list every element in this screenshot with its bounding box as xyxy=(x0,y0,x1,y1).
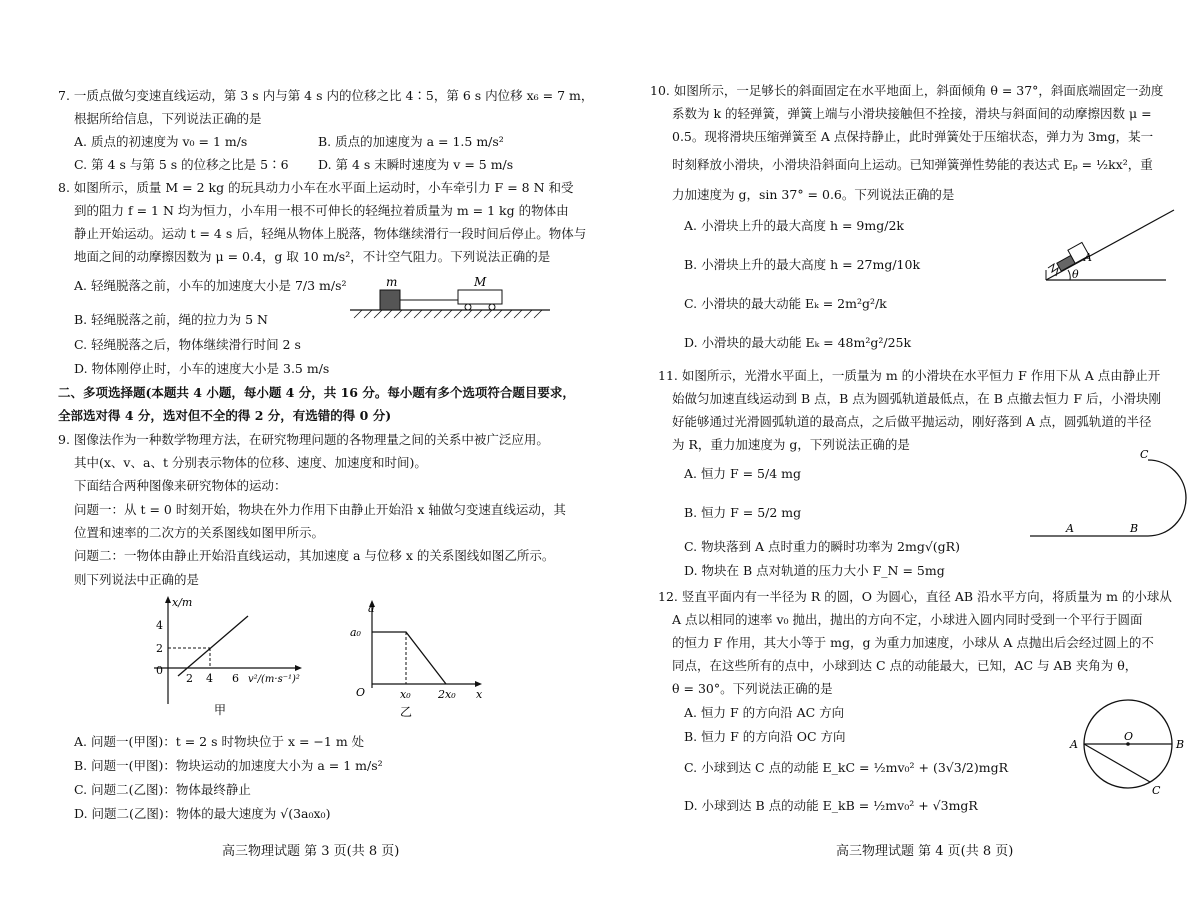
q10-option-d: D. 小滑块的最大动能 Eₖ = 48m²g²/25k xyxy=(684,335,912,350)
q10-stem-2: 系数为 k 的轻弹簧，弹簧上端与小滑块接触但不拴接，滑块与斜面间的动摩擦因数 μ = xyxy=(672,106,1152,121)
section-2-title-1: 二、多项选择题(本题共 4 小题，每小题 4 分，共 16 分。每小题有多个选项符合题目要求， xyxy=(58,385,575,400)
incline-label-theta: θ xyxy=(1072,268,1079,281)
track-label-B: B xyxy=(1130,522,1139,535)
car-M xyxy=(458,290,502,304)
page-4 xyxy=(600,0,1200,924)
q12-stem-3: 的恒力 F 作用，其大小等于 mg，g 为重力加速度，小球从 A 点抛出后会经过圆上的不 xyxy=(672,635,1154,650)
circle-label-O: O xyxy=(1124,730,1134,743)
yi-line xyxy=(372,632,446,684)
jia-ytick-4: 4 xyxy=(156,619,163,632)
q12-option-d: D. 小球到达 B 点的动能 E_kB = ½mv₀² + √3mgR xyxy=(684,798,978,813)
q9-stem-5: 位置和速率的二次方的关系图线如图甲所示。 xyxy=(74,525,325,540)
q9-stem-1: 9. 图像法作为一种数学物理方法，在研究物理问题的各物理量之间的关系中被广泛应用。 xyxy=(58,432,549,447)
q8-option-d: D. 物体刚停止时，小车的速度大小是 3.5 m/s xyxy=(74,361,330,376)
q7-option-b: B. 质点的加速度为 a = 1.5 m/s² xyxy=(318,134,504,149)
q10-option-b: B. 小滑块上升的最大高度 h = 27mg/10k xyxy=(684,257,921,272)
q11-option-d: D. 物块在 B 点对轨道的压力大小 F_N = 5mg xyxy=(684,563,945,578)
q8-stem-2: 到的阻力 f = 1 N 均为恒力，小车用一根不可伸长的轻绳拉着质量为 m = 1 kg 的物体由 xyxy=(74,203,569,218)
block-m xyxy=(380,290,400,310)
jia-ylabel: x/m xyxy=(172,596,193,609)
q9-figure-jia xyxy=(138,596,318,726)
page-4-footer: 高三物理试题 第 4 页(共 8 页) xyxy=(836,844,1014,859)
q10-stem-1: 10. 如图所示，一足够长的斜面固定在水平地面上，斜面倾角 θ = 37°，斜面底端固定一劲度 xyxy=(650,83,1164,98)
q9-stem-4: 问题一：从 t = 0 时刻开始，物块在外力作用下由静止开始沿 x 轴做匀变速直线运动，其 xyxy=(74,502,566,517)
q8-stem-1: 8. 如图所示，质量 M = 2 kg 的玩具动力小车在水平面上运动时，小车牵引力 F = 8 N 和受 xyxy=(58,180,574,195)
yi-ylabel: a xyxy=(368,602,375,615)
q7-stem-1: 7. 一质点做匀变速直线运动，第 3 s 内与第 4 s 内的位移之比 4∶5，第 6 s 内位移 x₆ = 7 m， xyxy=(58,88,594,103)
section-2-title-2: 全部选对得 4 分，选对但不全的得 2 分，有选错的得 0 分) xyxy=(58,408,392,423)
q8-option-a: A. 轻绳脱落之前，小车的加速度大小是 7/3 m/s² xyxy=(74,278,347,293)
jia-xtick-6: 6 xyxy=(232,672,239,685)
yi-caption: 乙 xyxy=(400,705,413,719)
q8-stem-4: 地面之间的动摩擦因数为 μ = 0.4，g 取 10 m/s²，不计空气阻力。下列说法正确的是 xyxy=(74,249,551,264)
q11-stem-3: 好能够通过光滑圆弧轨道的最高点，之后做平抛运动，刚好落到 A 点，圆弧轨道的半径 xyxy=(672,414,1152,429)
circle-label-B: B xyxy=(1176,738,1185,751)
q9-stem-7: 则下列说法中正确的是 xyxy=(74,572,200,587)
q8-figure-car-block xyxy=(350,272,550,322)
q12-stem-5: θ = 30°。下列说法正确的是 xyxy=(672,681,833,696)
q8-option-c: C. 轻绳脱落之后，物体继续滑行时间 2 s xyxy=(74,337,301,352)
q8-stem-3: 静止开始运动。运动 t = 4 s 后，轻绳从物体上脱落，物体继续滑行一段时间后停止。物体与 xyxy=(74,226,587,241)
q9-option-c: C. 问题二(乙图)：物体最终静止 xyxy=(74,782,251,797)
q9-stem-3: 下面结合两种图像来研究物体的运动： xyxy=(74,478,287,493)
track-label-C: C xyxy=(1140,448,1149,461)
q12-option-c: C. 小球到达 C 点的动能 E_kC = ½mv₀² + (3√3/2)mgR xyxy=(684,760,1009,775)
q8-option-b: B. 轻绳脱落之前，绳的拉力为 5 N xyxy=(74,312,268,327)
yi-origin: O xyxy=(356,686,366,699)
q11-option-a: A. 恒力 F = 5/4 mg xyxy=(684,466,801,481)
label-m: m xyxy=(386,275,398,289)
q7-stem-2: 根据所给信息，下列说法正确的是 xyxy=(74,111,262,126)
q12-stem-1: 12. 竖直平面内有一半径为 R 的圆，O 为圆心，直径 AB 沿水平方向，将质量为 m 的小球从 xyxy=(658,589,1172,604)
q10-option-c: C. 小滑块的最大动能 Eₖ = 2m²g²/k xyxy=(684,296,887,311)
chord-AC xyxy=(1084,744,1150,782)
page-3-footer: 高三物理试题 第 3 页(共 8 页) xyxy=(222,844,400,859)
circle-label-C: C xyxy=(1152,784,1161,797)
q12-stem-4: 同点，在这些所有的点中，小球到达 C 点的动能最大，已知，AC 与 AB 夹角为 θ， xyxy=(672,658,1138,673)
yi-xtick-2x0: 2x₀ xyxy=(438,688,456,701)
jia-xtick-4: 4 xyxy=(206,672,213,685)
label-M: M xyxy=(474,275,487,289)
q9-option-b: B. 问题一(甲图)：物块运动的加速度大小为 a = 1 m/s² xyxy=(74,758,383,773)
jia-xtick-2: 2 xyxy=(186,672,193,685)
yi-a0: a₀ xyxy=(350,626,361,639)
incline-label-A: A xyxy=(1084,251,1092,264)
q9-option-a: A. 问题一(甲图)：t = 2 s 时物块位于 x = −1 m 处 xyxy=(74,734,365,749)
q12-stem-2: A 点以相同的速率 v₀ 抛出，抛出的方向不定，小球进入圆内同时受到一个平行于圆面 xyxy=(672,612,1143,627)
q9-stem-2: 其中(x、v、a、t 分别表示物体的位移、速度、加速度和时间)。 xyxy=(74,455,427,470)
q10-stem-3: 0.5。现将滑块压缩弹簧至 A 点保持静止，此时弹簧处于压缩状态，弹力为 3mg，某一 xyxy=(672,129,1154,144)
q11-stem-1: 11. 如图所示，光滑水平面上，一质量为 m 的小滑块在水平恒力 F 作用下从 A 点由静止开 xyxy=(658,368,1161,383)
q7-option-c: C. 第 4 s 与第 5 s 的位移之比是 5∶6 xyxy=(74,157,289,172)
q7-option-a: A. 质点的初速度为 v₀ = 1 m/s xyxy=(74,134,248,149)
yi-xtick-x0: x₀ xyxy=(400,688,411,701)
jia-ytick-0: 0 xyxy=(156,664,163,677)
q10-stem-4: 时刻释放小滑块，小滑块沿斜面向上运动。已知弹簧弹性势能的表达式 Eₚ = ½kx²，重 xyxy=(672,157,1153,172)
q7-option-d: D. 第 4 s 末瞬时速度为 v = 5 m/s xyxy=(318,157,514,172)
q12-option-b: B. 恒力 F 的方向沿 OC 方向 xyxy=(684,729,846,744)
q11-figure-track xyxy=(1030,448,1190,546)
q12-figure-circle xyxy=(1062,696,1200,796)
yi-xlabel: x xyxy=(476,688,483,701)
q11-option-c: C. 物块落到 A 点时重力的瞬时功率为 2mg√(gR) xyxy=(684,539,960,554)
q10-figure-incline xyxy=(1046,208,1186,290)
q9-stem-6: 问题二：一物体由静止开始沿直线运动，其加速度 a 与位移 x 的关系图线如图乙所示。 xyxy=(74,548,555,563)
circle-label-A: A xyxy=(1070,738,1078,751)
jia-ytick-2: 2 xyxy=(156,642,163,655)
track-label-A: A xyxy=(1066,522,1074,535)
q10-stem-5: 力加速度为 g，sin 37° = 0.6。下列说法正确的是 xyxy=(672,187,955,202)
q11-option-b: B. 恒力 F = 5/2 mg xyxy=(684,505,802,520)
q11-stem-4: 为 R，重力加速度为 g，下列说法正确的是 xyxy=(672,437,910,452)
q12-option-a: A. 恒力 F 的方向沿 AC 方向 xyxy=(684,705,845,720)
jia-caption: 甲 xyxy=(214,703,227,717)
q11-stem-2: 始做匀加速直线运动到 B 点，B 点为圆弧轨道最低点，在 B 点撤去恒力 F 后，小滑块刚 xyxy=(672,391,1162,406)
q9-option-d: D. 问题二(乙图)：物体的最大速度为 √(3a₀x₀) xyxy=(74,806,331,821)
q10-option-a: A. 小滑块上升的最大高度 h = 9mg/2k xyxy=(684,218,904,233)
jia-line xyxy=(178,616,248,676)
q9-figure-yi xyxy=(350,600,500,726)
jia-xlabel: v²/(m·s⁻¹)² xyxy=(248,674,300,685)
